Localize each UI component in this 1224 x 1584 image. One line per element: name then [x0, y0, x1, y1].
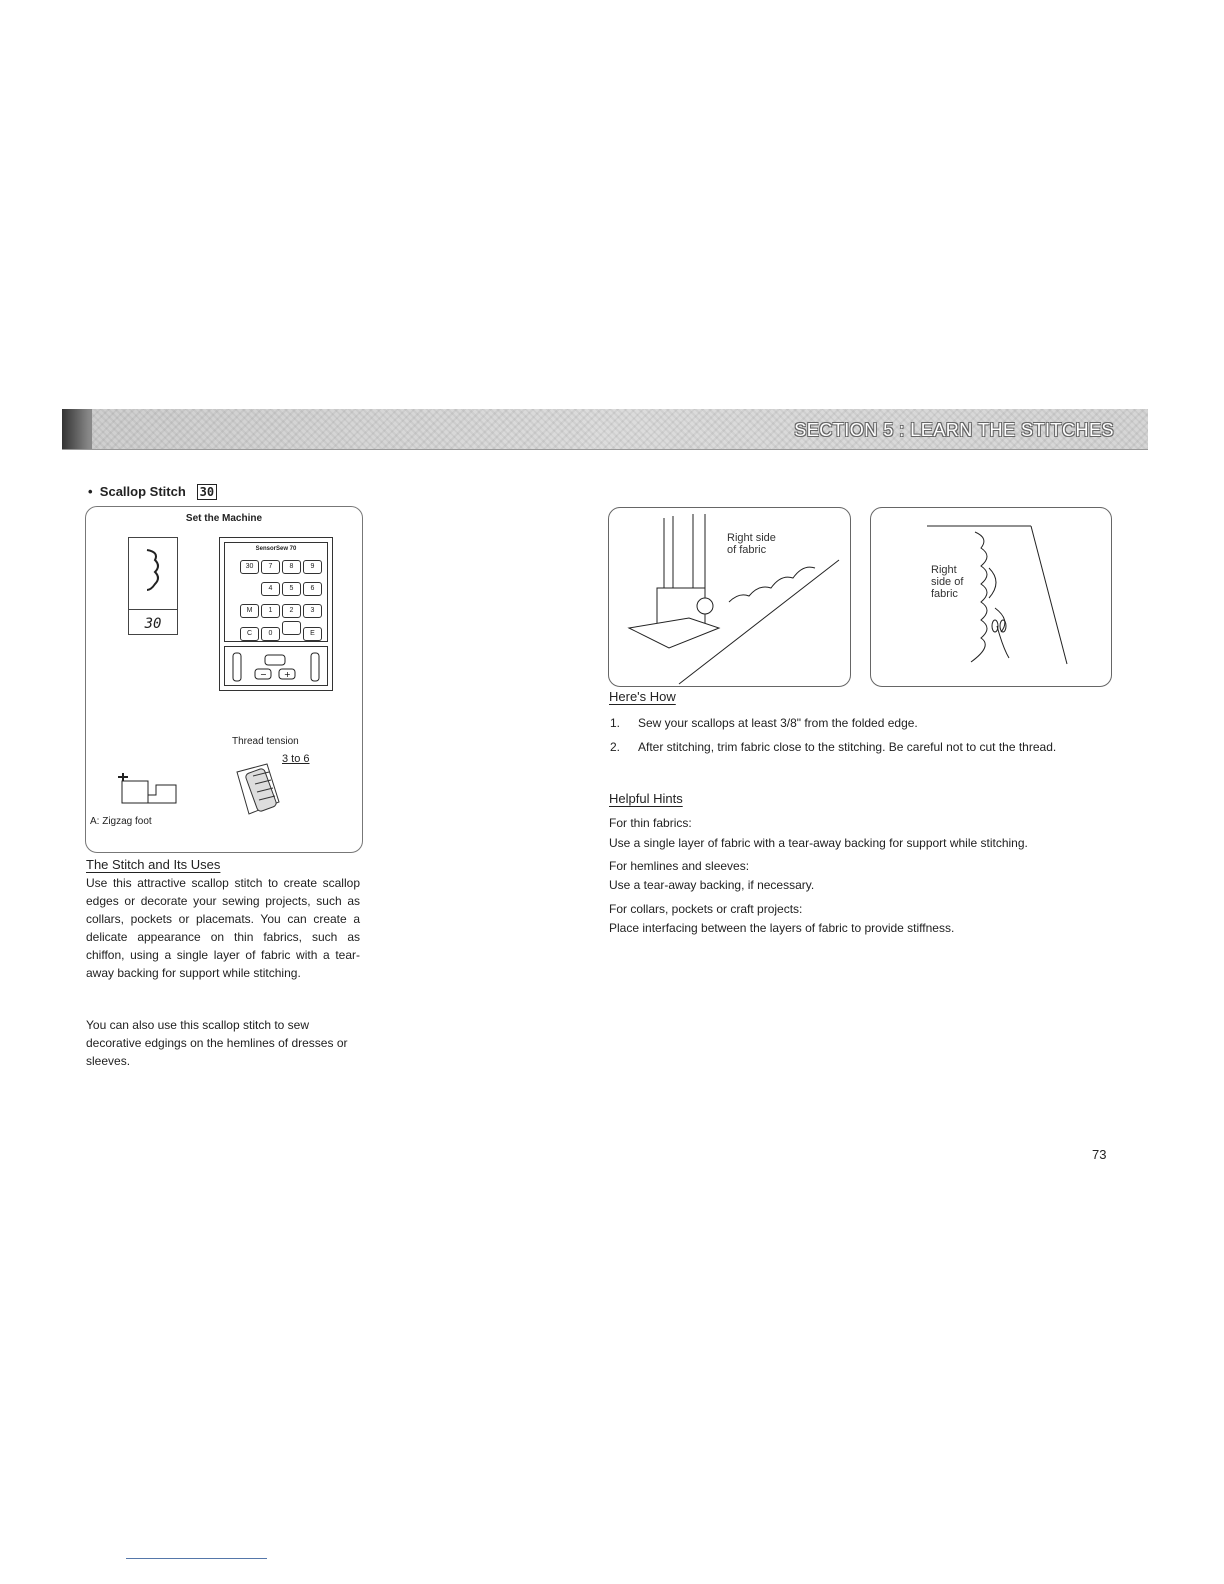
bullet-icon: •	[88, 484, 93, 499]
keypad-key: 0	[261, 627, 280, 641]
uses-heading: The Stitch and Its Uses	[86, 857, 221, 872]
step-1-text: Sew your scallops at least 3/8" from the folded edge.	[638, 716, 918, 730]
hint-2-text: Use a tear-away backing, if necessary.	[609, 878, 815, 892]
keypad-key: E	[303, 627, 322, 641]
keypad-key	[282, 621, 301, 635]
hint-1-text: Use a single layer of fabric with a tear-away backing for support while stitching.	[609, 836, 1028, 850]
keypad-row	[229, 621, 323, 641]
section-banner	[62, 409, 1148, 450]
image1-caption-line1: Right side	[727, 532, 776, 544]
image2-caption-line3: fabric	[931, 588, 958, 600]
hint-2-title: For hemlines and sleeves:	[609, 859, 750, 873]
svg-text:+: +	[284, 670, 291, 679]
keypad-key: 2	[282, 604, 301, 618]
scallop-edge-icon	[871, 508, 1111, 686]
keypad-brand: SensorSew 70	[255, 546, 297, 552]
keypad-key: 1	[261, 604, 280, 618]
hint-3-text: Place interfacing between the layers of fabric to provide stiffness.	[609, 921, 955, 935]
panel-title: Set the Machine	[185, 513, 263, 524]
stitch-number-badge: 30	[197, 484, 217, 500]
heres-how-heading: Here's How	[609, 689, 676, 704]
tension-dial-icon	[231, 762, 291, 822]
stitch-title: Scallop Stitch	[99, 484, 186, 499]
thread-tension-label: Thread tension	[232, 736, 299, 747]
trim-illustration	[870, 507, 1112, 687]
stitch-heading	[88, 484, 217, 499]
zigzag-foot-icon	[116, 771, 186, 811]
uses-paragraph-2: You can also use this scallop stitch to sew decorative edgings on the hemlines of dresses or sleeves.	[86, 1018, 348, 1068]
keypad-key: 8	[282, 560, 301, 574]
step-2-number: 2.	[610, 740, 621, 754]
hint-1-title: For thin fabrics:	[609, 816, 692, 830]
foot-label: A: Zigzag foot	[90, 816, 152, 827]
image2-caption-line2: side of	[931, 576, 964, 588]
keypad-panel	[219, 537, 333, 691]
controls-icon	[225, 647, 327, 685]
set-machine-panel	[85, 506, 363, 853]
sewing-illustration	[608, 507, 851, 687]
hints-heading: Helpful Hints	[609, 791, 683, 806]
svg-text:−: −	[260, 670, 267, 679]
image1-caption	[727, 532, 776, 556]
section-title: SECTION 5 : LEARN THE STITCHES	[794, 420, 1114, 440]
keypad-key: 9	[303, 560, 322, 574]
uses-paragraph-1: Use this attractive scallop stitch to create scallop edges or decorate your sewing projects, such as collars, pockets or placemats. You can create a delicate appearance on thin fabrics, such as chiffon, using a single layer of fabric with a tear-away backing for support while stitching.	[86, 876, 360, 980]
step-2-text: After stitching, trim fabric close to the stitching. Be careful not to cut the thread.	[638, 740, 1057, 754]
keypad-key: C	[240, 627, 259, 641]
banner-shade	[62, 409, 92, 449]
keypad-key: 6	[303, 582, 322, 596]
step-1-number: 1.	[610, 716, 621, 730]
footer-rule	[126, 1558, 267, 1559]
keypad-row	[229, 555, 323, 574]
keypad	[224, 542, 328, 642]
keypad-key: 3	[303, 604, 322, 618]
image2-caption	[931, 564, 963, 600]
keypad-key: 4	[261, 582, 280, 596]
keypad-row	[229, 577, 323, 596]
control-strip	[224, 646, 328, 686]
keypad-rows	[225, 555, 327, 641]
image2-caption-line1: Right	[931, 564, 957, 576]
keypad-key: 30	[240, 560, 259, 574]
keypad-row	[229, 599, 323, 618]
pattern-display	[128, 537, 178, 635]
keypad-key: 5	[282, 582, 301, 596]
image1-caption-line2: of fabric	[727, 544, 767, 556]
keypad-key: 7	[261, 560, 280, 574]
keypad-key: M	[240, 604, 259, 618]
scallop-pattern-icon	[129, 538, 177, 604]
page-number: 73	[1092, 1147, 1107, 1162]
thread-tension-value: 3 to 6	[282, 753, 310, 765]
hint-3-title: For collars, pockets or craft projects:	[609, 902, 803, 916]
display-number: 30	[129, 609, 177, 639]
